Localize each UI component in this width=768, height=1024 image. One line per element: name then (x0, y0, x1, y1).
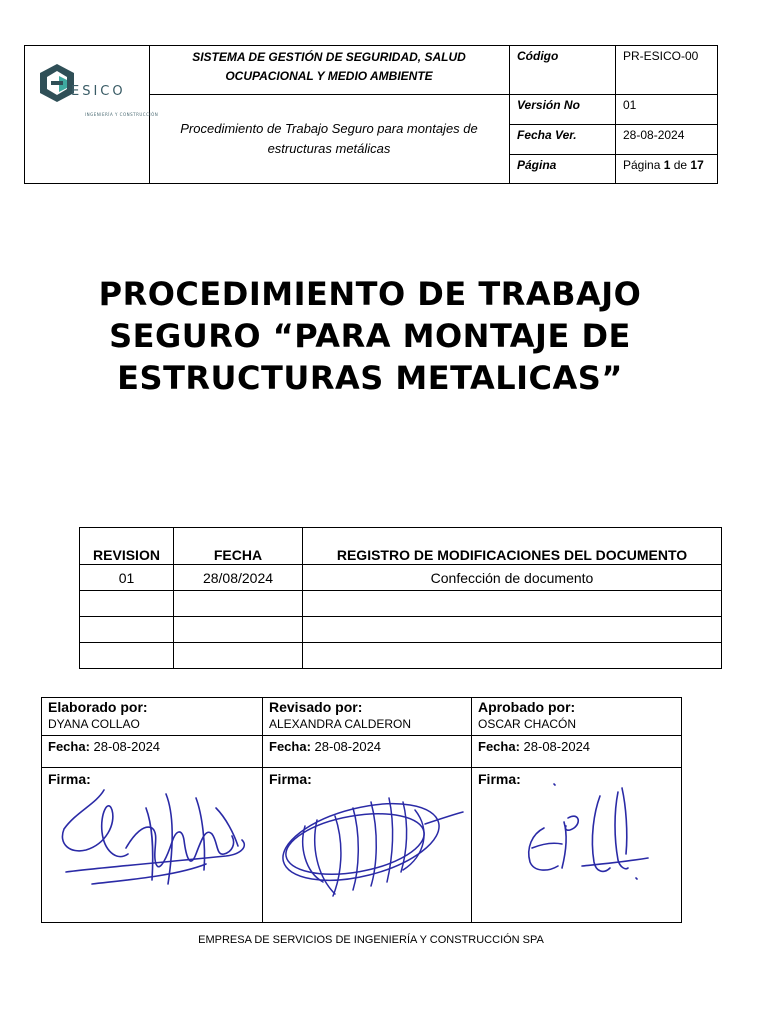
signature-image (56, 784, 256, 894)
date-cell: 28/08/2024 (174, 565, 303, 591)
code-value: PR-ESICO-00 (616, 46, 717, 95)
revision-table (79, 527, 722, 669)
system-title: SISTEMA DE GESTIÓN DE SEGURIDAD, SALUD OCUPACIONAL Y MEDIO AMBIENTE (149, 46, 510, 95)
company-footer: EMPRESA DE SERVICIOS DE INGENIERÍA Y CONSTRUCCIÓN SPA (198, 934, 544, 946)
table-row (80, 591, 722, 617)
elaborated-column (42, 698, 263, 922)
logo-cell (25, 46, 159, 183)
reviewed-label: Revisado por: (269, 699, 363, 715)
reviewed-date: 28-08-2024 (314, 739, 382, 754)
code-label: Código (510, 46, 616, 95)
approved-name: OSCAR CHACÓN (478, 717, 577, 731)
date-header: FECHA (174, 528, 303, 565)
elaborated-date: 28-08-2024 (93, 739, 161, 754)
revision-cell (80, 591, 174, 617)
reviewed-date-label: Fecha: (269, 739, 311, 754)
approved-date-label: Fecha: (478, 739, 520, 754)
date-cell (174, 643, 303, 669)
revision-cell (80, 617, 174, 643)
signature-table (41, 697, 682, 923)
revision-cell (80, 643, 174, 669)
logo-text: ESICO (71, 84, 126, 99)
approved-signature-label: Firma: (478, 771, 521, 787)
table-row (80, 617, 722, 643)
approved-date: 28-08-2024 (523, 739, 591, 754)
page-value: Página 1 de 17 (623, 158, 704, 172)
modification-cell (303, 643, 722, 669)
date-cell (174, 591, 303, 617)
reviewed-column (263, 698, 472, 922)
table-row (80, 643, 722, 669)
revision-cell: 01 (80, 565, 174, 591)
document-header (24, 45, 718, 184)
elaborated-name: DYANA COLLAO (48, 717, 140, 731)
modification-cell: Confección de documento (303, 565, 722, 591)
procedure-title: Procedimiento de Trabajo Seguro para montajes de estructuras metálicas (149, 95, 510, 183)
approved-label: Aprobado por: (478, 699, 576, 715)
version-value: 01 (616, 95, 717, 125)
revision-table-header (80, 528, 722, 565)
modification-cell (303, 591, 722, 617)
elaborated-date-label: Fecha: (48, 739, 90, 754)
revision-header: REVISION (80, 528, 174, 565)
approved-column (472, 698, 681, 922)
page-label: Página (510, 155, 616, 183)
document-title: PROCEDIMIENTO DE TRABAJO SEGURO “PARA MONTAJE DE ESTRUCTURAS METALICAS” (98, 275, 642, 397)
logo-subtext: INGENIERÍA Y CONSTRUCCIÓN (85, 112, 159, 117)
modifications-header: REGISTRO DE MODIFICACIONES DEL DOCUMENTO (303, 528, 722, 565)
date-cell (174, 617, 303, 643)
modification-cell (303, 617, 722, 643)
reviewed-name: ALEXANDRA CALDERON (269, 717, 412, 731)
version-label: Versión No (510, 95, 616, 125)
reviewed-signature-label: Firma: (269, 771, 312, 787)
elaborated-signature-label: Firma: (48, 771, 91, 787)
table-row (80, 565, 722, 591)
signature-image (518, 782, 658, 892)
elaborated-label: Elaborado por: (48, 699, 148, 715)
date-version-label: Fecha Ver. (510, 125, 616, 155)
company-logo (37, 62, 159, 117)
date-version-value: 28-08-2024 (616, 125, 717, 155)
signature-image (275, 786, 465, 902)
